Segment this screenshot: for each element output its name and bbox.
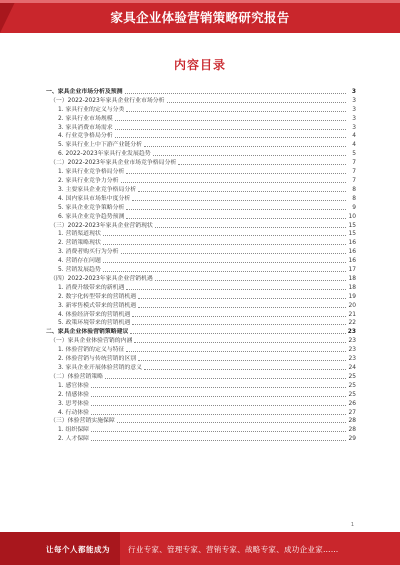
toc-dot-leader	[105, 378, 346, 379]
toc-entry[interactable]	[44, 149, 356, 158]
header-accent-line	[0, 0, 400, 3]
toc-entry-page: 25	[348, 373, 356, 380]
toc-dot-leader	[126, 218, 346, 219]
toc-dot-leader	[132, 316, 346, 317]
toc-dot-leader	[91, 431, 346, 432]
toc-dot-leader	[144, 146, 346, 147]
toc-entry[interactable]	[44, 319, 356, 328]
toc-entry[interactable]	[44, 247, 356, 256]
toc-entry-page: 16	[348, 240, 356, 247]
toc-entry-page: 17	[348, 267, 356, 274]
toc-dot-leader	[144, 369, 346, 370]
toc-entry-text: （三）体验营销实施保障	[50, 418, 115, 425]
toc-entry-page: 18	[348, 284, 356, 291]
toc-entry-text: 1. 组织保障	[58, 427, 90, 434]
toc-entry[interactable]	[44, 408, 356, 417]
toc-entry-text: 1. 营销渠道现状	[58, 231, 101, 238]
toc-entry-text: 4. 营销存在问题	[58, 258, 101, 265]
toc-entry[interactable]	[44, 221, 356, 230]
toc-dot-leader	[155, 227, 346, 228]
toc-entry-page: 27	[348, 409, 356, 416]
toc-dot-leader	[91, 440, 346, 441]
toc-dot-leader	[126, 173, 346, 174]
footer-tagline: 行业专家、管理专家、营销专家、战略专家、成功企业家……	[128, 545, 339, 554]
toc-entry-page: 22	[348, 320, 356, 327]
toc-entry-text: 3. 主要家具企业竞争格局分析	[58, 186, 137, 193]
toc-entry-page: 28	[348, 427, 356, 434]
toc-dot-leader	[91, 396, 346, 397]
toc-entry[interactable]	[44, 434, 356, 443]
toc-entry[interactable]	[44, 363, 356, 372]
page-number: 1	[350, 522, 354, 528]
toc-entry[interactable]	[44, 417, 356, 426]
toc-entry-page: 7	[352, 160, 356, 167]
toc-entry-page: 23	[348, 356, 356, 363]
toc-dot-leader	[126, 351, 346, 352]
toc-entry-text: 2. 体验营销与传统营销的区别	[58, 356, 137, 363]
toc-entry-text: 3. 消费者购买行为分析	[58, 249, 119, 256]
toc-entry[interactable]	[44, 123, 356, 132]
toc-entry-text: 5. 家具企业竞争策略分析	[58, 204, 125, 211]
toc-entry-page: 19	[348, 293, 356, 300]
toc-entry-page: 21	[348, 311, 356, 318]
toc-entry-page: 3	[352, 124, 356, 131]
toc-entry-page: 8	[352, 186, 356, 193]
toc-dot-leader	[126, 111, 346, 112]
toc-entry[interactable]	[44, 274, 356, 283]
toc-dot-leader	[91, 414, 346, 415]
toc-dot-leader	[126, 209, 346, 210]
toc-entry-text: 一、家具企业市场分析及预测	[46, 88, 123, 95]
toc-entry-text: 2. 人才保障	[58, 436, 90, 443]
toc-entry[interactable]	[44, 327, 356, 336]
toc-entry-page: 25	[348, 391, 356, 398]
toc-entry-page: 23	[347, 329, 356, 336]
toc-entry[interactable]	[44, 381, 356, 390]
toc-entry-text: 6. 2022-2023年家具行业发展趋势	[58, 151, 151, 158]
toc-dot-leader	[132, 200, 346, 201]
toc-entry[interactable]	[44, 310, 356, 319]
toc-entry[interactable]	[44, 345, 356, 354]
toc-entry-page: 26	[348, 400, 356, 407]
toc-entry-text: 3. 思考体验	[58, 400, 90, 407]
toc-entry[interactable]	[44, 132, 356, 141]
toc-dot-leader	[155, 280, 346, 281]
toc-entry[interactable]	[44, 87, 356, 96]
toc-dot-leader	[103, 235, 346, 236]
toc-dot-leader	[103, 271, 346, 272]
table-of-contents	[44, 87, 356, 443]
toc-entry-page: 4	[352, 142, 356, 149]
toc-entry[interactable]	[44, 265, 356, 274]
toc-entry-text: 4. 国内家具市场集中度分析	[58, 195, 131, 202]
toc-entry-page: 10	[348, 213, 356, 220]
toc-entry-text: （二）体验营销策略	[50, 373, 104, 380]
toc-entry-text: 2. 家具行业市场规模	[58, 115, 113, 122]
toc-entry-page: 3	[352, 106, 356, 113]
toc-entry-page: 28	[348, 418, 356, 425]
toc-entry-page: 23	[348, 338, 356, 345]
toc-entry[interactable]	[44, 238, 356, 247]
toc-entry[interactable]	[44, 230, 356, 239]
toc-entry-page: 7	[352, 177, 356, 184]
toc-entry[interactable]	[44, 354, 356, 363]
toc-entry-page: 15	[348, 222, 356, 229]
toc-entry-page: 5	[352, 151, 356, 158]
toc-entry-text: 3. 家具消费市场需求	[58, 124, 113, 131]
toc-dot-leader	[103, 244, 346, 245]
toc-entry[interactable]	[44, 114, 356, 123]
toc-dot-leader	[103, 262, 346, 263]
toc-entry-page: 3	[351, 88, 356, 95]
toc-entry-text: 1. 家具行业的定义与分类	[58, 106, 125, 113]
toc-dot-leader	[126, 289, 346, 290]
toc-entry-page: 23	[348, 347, 356, 354]
toc-title: 内容目录	[173, 58, 226, 72]
toc-dot-leader	[167, 102, 346, 103]
toc-entry-text: 5. 营销发展趋势	[58, 267, 101, 274]
toc-entry[interactable]	[44, 105, 356, 114]
toc-entry-text: 3. 新零售模式带来的营销机遇	[58, 302, 137, 309]
toc-entry-page: 16	[348, 249, 356, 256]
toc-dot-leader	[134, 342, 346, 343]
toc-entry-page: 15	[348, 231, 356, 238]
toc-dot-leader	[115, 120, 346, 121]
toc-dot-leader	[153, 155, 346, 156]
toc-entry[interactable]	[44, 425, 356, 434]
toc-entry-page: 3	[352, 115, 356, 122]
toc-entry[interactable]	[44, 292, 356, 301]
toc-entry-text: 1. 家具行业竞争格局分析	[58, 169, 125, 176]
report-title: 家具企业体验营销策略研究报告	[110, 10, 290, 25]
toc-dot-leader	[115, 129, 346, 130]
toc-entry-page: 7	[352, 169, 356, 176]
toc-entry[interactable]	[44, 372, 356, 381]
toc-entry-text: 二、家具企业体验营销策略建议	[46, 329, 129, 336]
toc-entry-page: 16	[348, 258, 356, 265]
toc-dot-leader	[121, 253, 346, 254]
toc-entry[interactable]	[44, 140, 356, 149]
toc-entry[interactable]	[44, 167, 356, 176]
toc-entry-text: 6. 家具企业竞争趋势预测	[58, 213, 125, 220]
toc-entry[interactable]	[44, 96, 356, 105]
toc-dot-leader	[130, 333, 346, 334]
toc-entry[interactable]	[44, 390, 356, 399]
toc-dot-leader	[138, 298, 346, 299]
toc-entry-text: （一）2022-2023年家具企业行业市场分析	[50, 97, 165, 104]
toc-entry-page: 8	[352, 195, 356, 202]
toc-dot-leader	[132, 324, 346, 325]
toc-dot-leader	[138, 307, 346, 308]
toc-entry-page: 4	[352, 133, 356, 140]
toc-entry-page: 3	[352, 97, 356, 104]
toc-entry[interactable]	[44, 185, 356, 194]
toc-entry[interactable]	[44, 301, 356, 310]
toc-entry-page: 25	[348, 382, 356, 389]
toc-dot-leader	[178, 164, 346, 165]
toc-entry[interactable]	[44, 194, 356, 203]
toc-entry-page: 20	[348, 302, 356, 309]
toc-dot-leader	[138, 360, 346, 361]
toc-entry-text: （一）家具企业体验营销的内涵	[50, 338, 133, 345]
footer-slogan: 让每个人都能成为	[46, 545, 110, 554]
toc-entry-page: 18	[348, 275, 356, 282]
toc-entry-text: 2. 数字化转型带来的营销机遇	[58, 293, 137, 300]
toc-dot-leader	[91, 387, 346, 388]
toc-entry-text: （四）2022-2023年家具企业营销机遇	[50, 275, 153, 282]
toc-entry-text: 2. 营销策略现状	[58, 240, 101, 247]
toc-dot-leader	[121, 182, 346, 183]
toc-entry-text: （三）2022-2023年家具企业营销现状	[50, 222, 153, 229]
toc-entry-text: 4. 行业竞争格局分析	[58, 133, 113, 140]
toc-dot-leader	[117, 422, 346, 423]
toc-entry[interactable]	[44, 212, 356, 221]
toc-entry[interactable]	[44, 158, 356, 167]
toc-entry-text: 5. 家具行业上中下游产业链分析	[58, 142, 143, 149]
toc-entry-text: 4. 行动体验	[58, 409, 90, 416]
toc-entry-text: 1. 感官体验	[58, 382, 90, 389]
toc-entry-text: 4. 体验经济带来的营销机遇	[58, 311, 131, 318]
toc-entry-text: 3. 家具企业开展体验营销的意义	[58, 365, 143, 371]
toc-entry-text: 1. 体验营销的定义与特征	[58, 347, 125, 354]
toc-dot-leader	[138, 191, 346, 192]
toc-entry[interactable]	[44, 176, 356, 185]
toc-dot-leader	[91, 405, 346, 406]
toc-entry-page: 24	[348, 365, 356, 371]
toc-dot-leader	[115, 137, 346, 138]
toc-entry-page: 29	[348, 436, 356, 443]
toc-dot-leader	[125, 93, 346, 94]
toc-entry-text: 5. 政策环境带来的营销机遇	[58, 320, 131, 327]
toc-entry-text: （二）2022-2023年家具企业市场竞争格局分析	[50, 160, 177, 167]
toc-entry[interactable]	[44, 336, 356, 345]
toc-entry-text: 2. 家具行业竞争力分析	[58, 177, 119, 184]
toc-entry[interactable]	[44, 399, 356, 408]
toc-entry[interactable]	[44, 256, 356, 265]
toc-entry-page: 9	[352, 204, 356, 211]
toc-entry-text: 2. 情感体验	[58, 391, 90, 398]
toc-entry[interactable]	[44, 283, 356, 292]
toc-entry[interactable]	[44, 203, 356, 212]
toc-entry-text: 1. 消费升级带来的新机遇	[58, 284, 125, 291]
